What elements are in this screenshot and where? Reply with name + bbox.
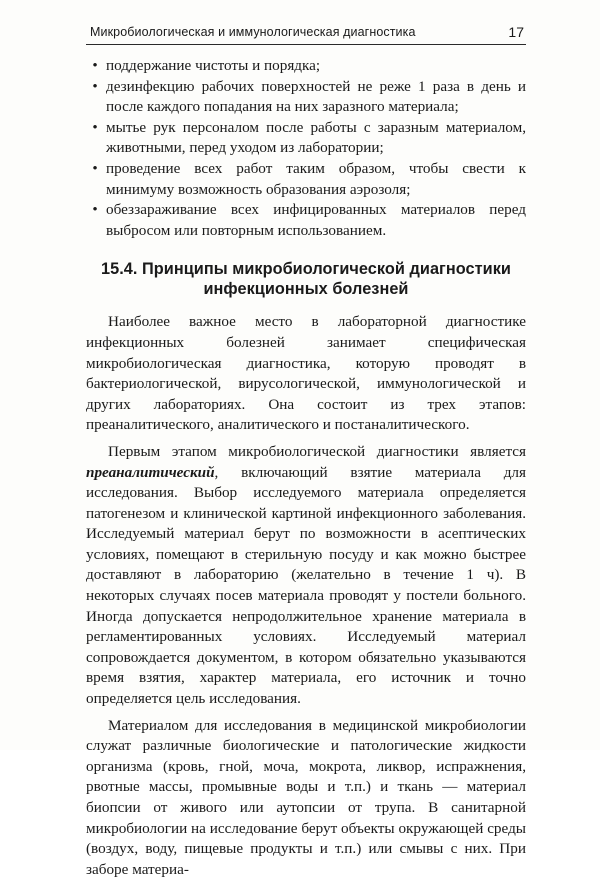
- paragraph-materials: Материалом для исследования в медицинской микробиологии служат различные биологические и патологические жидкости организма (кровь, гной, моча, мокрота, ликвор, испражнения, рвотные массы, промывные воды и т.п.) и ткань — материал биопсии от живого или аутопсии от трупа. В санитарной микробиологии на исследование берут объекты окружающей среды (воздух, воду, пищевые продукты и т.п.) или смывы с них. При заборе материа-: [86, 716, 526, 878]
- list-item-text: дезинфекцию рабочих поверхностей не реже 1 раза в день и после каждого попадания на них заразного материала;: [106, 77, 526, 116]
- list-item: [86, 77, 526, 118]
- running-title: Микробиологическая и иммунологическая диагностика: [90, 25, 416, 39]
- list-item-text: мытье рук персоналом после работы с заразным материалом, животными, перед уходом из лаборатории;: [106, 118, 526, 157]
- list-item: [86, 118, 526, 159]
- term-preanalytic: преаналитический: [86, 463, 215, 481]
- list-item-text: проведение всех работ таким образом, чтобы свести к минимуму возможность образования аэрозоля;: [106, 159, 526, 198]
- section-heading-line: 15.4. Принципы микробиологической диагностики: [100, 260, 511, 279]
- list-item: [86, 159, 526, 200]
- page-body: [86, 56, 526, 886]
- paragraph-preanalytic: [86, 442, 526, 710]
- paragraph-rest: , включающий взятие материала для исследования. Выбор исследуемого материала определяется патогенезом и клинической картиной инфекционного заболевания. Исследуемый материал берут по возможности в асептических условиях, помещают в стерильную посуду и как можно быстрее доставляют в лабораторию (желательно в течение 1 ч). В некоторых случаях посев материала проводят у постели больного. Иногда допускается непродолжительное хранение материала в регламентированных условиях. Исследуемый материал сопровождается документом, в котором обязательно указываются время взятия, характер материала, его источник и точно определяется цель исследования.: [86, 463, 526, 708]
- list-item-text: поддержание чистоты и порядка;: [106, 57, 321, 74]
- section-heading-line: инфекционных болезней: [203, 279, 409, 298]
- running-header: [86, 22, 526, 45]
- bullet-icon: •: [92, 77, 98, 95]
- list-item-text: обеззараживание всех инфицированных материалов перед выбросом или повторным использованием.: [106, 201, 526, 239]
- list-item: [86, 56, 526, 77]
- bullet-icon: •: [92, 118, 98, 136]
- bullet-icon: •: [92, 159, 98, 177]
- bullet-list: [86, 56, 526, 241]
- paragraph-intro: Наиболее важное место в лабораторной диагностике инфекционных болезней занимает специфическая микробиологическая диагностика, которую проводят в бактериологической, вирусологической, иммунологической и других лабораториях. Она состоит из трех этапов: преаналитического, аналитического и постаналитического.: [86, 313, 526, 434]
- bullet-icon: •: [92, 201, 98, 219]
- paragraph-lead: Первым этапом микробиологической диагностики является: [108, 442, 526, 460]
- list-item: [86, 200, 526, 241]
- section-heading: [86, 260, 526, 299]
- bullet-icon: •: [92, 57, 98, 74]
- page-number: 17: [508, 24, 524, 40]
